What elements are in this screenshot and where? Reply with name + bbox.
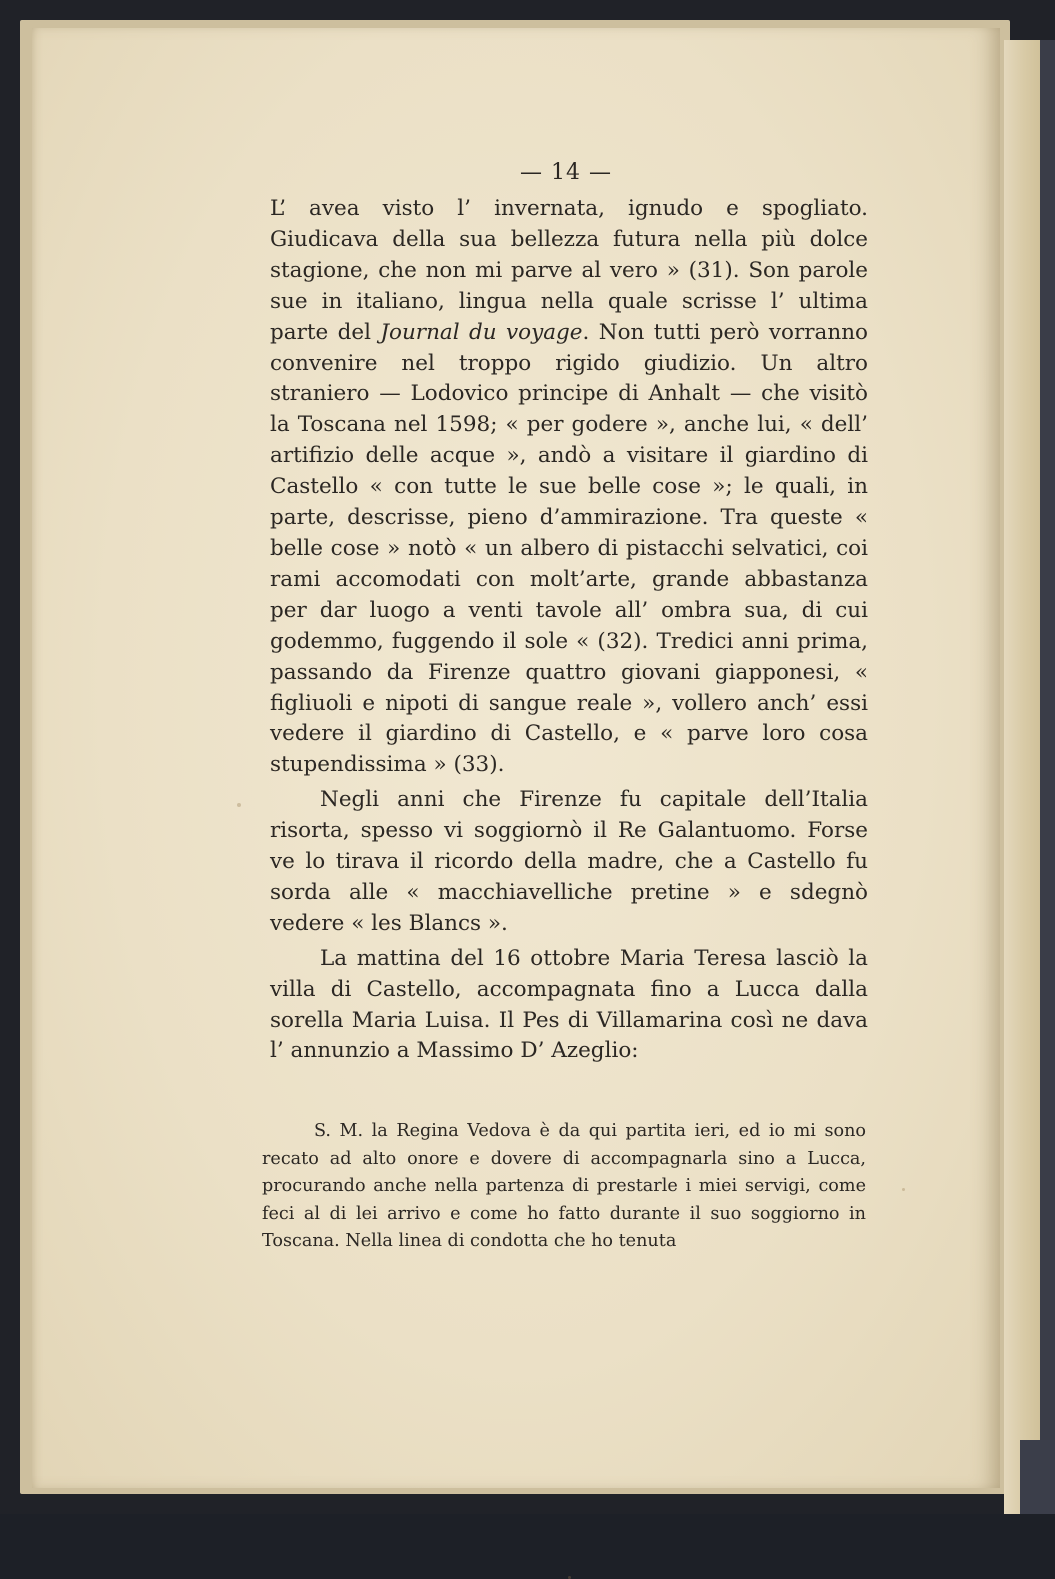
corner-shadow: [1020, 1440, 1055, 1514]
foxing-spot: [902, 1188, 905, 1191]
page-number: — 14 —: [520, 160, 612, 185]
foxing-spot: [237, 803, 241, 807]
paragraph-1-part-b: . Non tutti però vorranno convenire nel troppo rigido giudizio. Un altro straniero — Lodovico principe di Anhalt — che visitò la Toscana nel 1598; « per godere », anche lui, « dell’ artifizio delle acque », andò a visitare il giardino di Castello « con tutte le sue belle cose »; le quali, in parte, descrisse, pieno d’ammirazione. Tra queste « belle cose » notò « un albero di pistacchi selvatici, coi rami accomodati con molt’arte, grande abbastanza per dar luogo a venti tavole all’ ombra sua, di cui godemmo, fuggendo il sole « (32). Tredici anni prima, passando da Firenze quattro giovani giapponesi, « figliuoli e nipoti di sangue reale », vollero anch’ essi vedere il giardino di Castello, e « parve loro cosa stupendissima » (33).: [270, 319, 868, 778]
body-text: [270, 194, 868, 1067]
paragraph-1-part-a: L’ avea visto l’ invernata, ignudo e spogliato. Giudicava della sua bellezza futura nella più dolce stagione, che non mi parve al vero » (31). Son parole sue in italiano, lingua nella quale scrisse l’ ultima parte del: [270, 196, 868, 345]
journal-title: Journal du voyage: [380, 319, 583, 345]
paragraph-2: Negli anni che Firenze fu capitale dell’Italia risorta, spesso vi soggiornò il Re Galantuomo. Forse ve lo tirava il ricordo della madre, che a Castello fu sorda alle « macchiavelliche pretine » e sdegnò vedere « les Blancs ».: [270, 787, 868, 936]
paragraph-1: [270, 194, 868, 781]
quoted-letter: S. M. la Regina Vedova è da qui partita ieri, ed io mi sono recato ad alto onore e dovere di accompagnarla sino a Lucca, procurando anche nella partenza di prestarle i miei servigi, come feci al di lei arrivo e come ho fatto durante il suo soggiorno in Toscana. Nella linea di condotta che ho tenuta: [262, 1121, 866, 1252]
paragraph-3: La mattina del 16 ottobre Maria Teresa lasciò la villa di Castello, accompagnata fino a Lucca dalla sorella Maria Luisa. Il Pes di Villamarina così ne dava l’ annunzio a Massimo D’ Azeglio:: [270, 945, 868, 1064]
binding-edge: [1040, 40, 1055, 1514]
